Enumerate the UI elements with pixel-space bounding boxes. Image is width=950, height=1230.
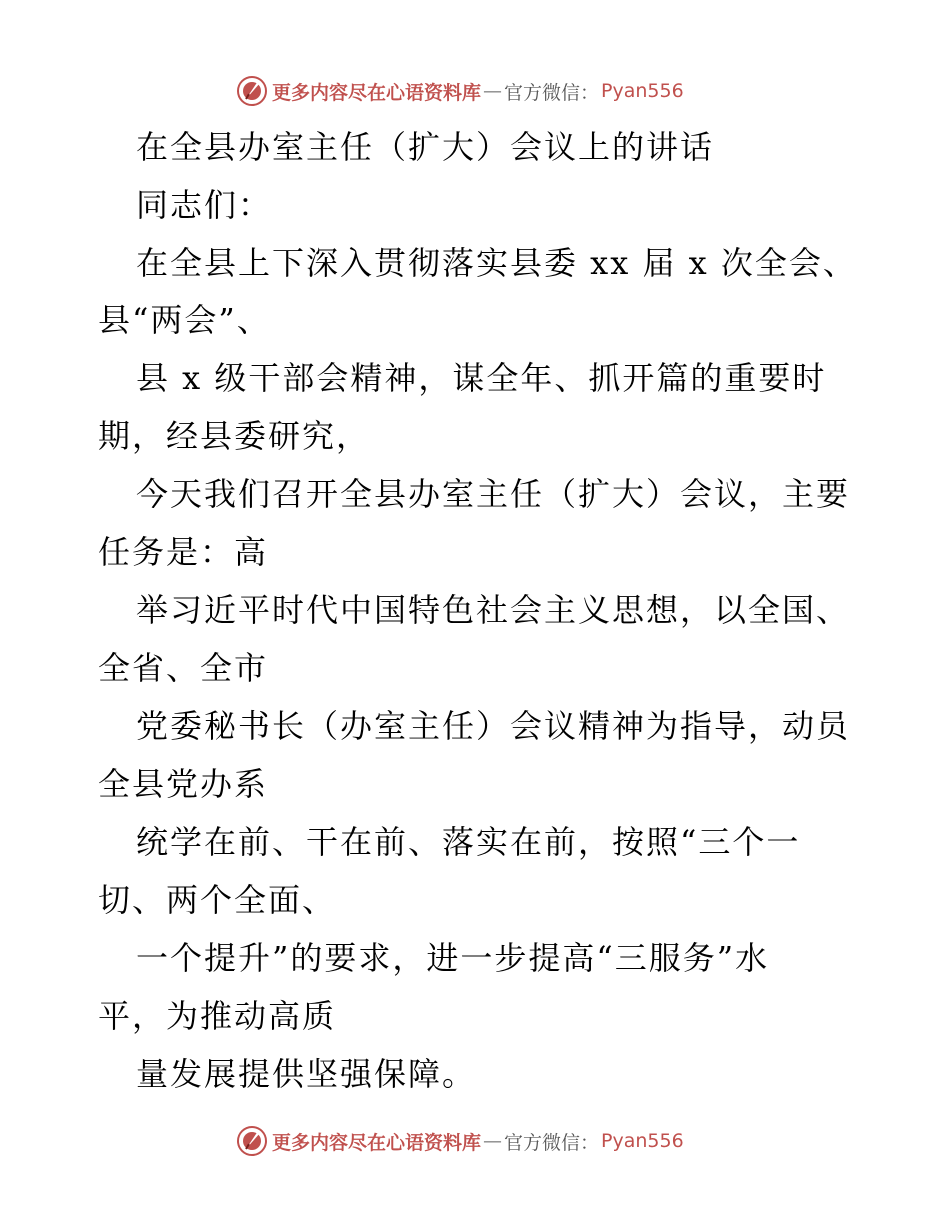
paragraph-line: 县 x 级干部会精神，谋全年、抓开篇的重要时 <box>136 359 827 397</box>
banner-separator: — <box>483 1130 503 1152</box>
banner-text: 更多内容尽在心语资料库 <box>272 1131 482 1154</box>
paragraph-line: 量发展提供坚强保障。 <box>136 1055 477 1093</box>
footer-banner <box>236 1124 716 1158</box>
quill-pen-logo-icon <box>236 75 268 107</box>
paragraph-line: 在全县上下深入贯彻落实县委 xx 届 x 次全会、 <box>136 244 857 282</box>
paragraph-line: 统学在前、干在前、落实在前，按照“三个一 <box>136 823 801 861</box>
paragraph-line: 县“两会”、 <box>98 301 271 339</box>
paragraph-line: 全省、全市 <box>98 649 269 687</box>
banner-wechat-label: 官方微信： <box>504 1131 600 1154</box>
paragraph-line: 一个提升”的要求，进一步提高“三服务”水 <box>136 939 770 977</box>
banner-wechat-id: Pyan556 <box>601 80 684 102</box>
document-title: 在全县办室主任（扩大）会议上的讲话 <box>136 128 715 166</box>
paragraph-line: 党委秘书长（办室主任）会议精神为指导，动员 <box>136 707 851 745</box>
quill-pen-logo-icon <box>236 1125 268 1157</box>
banner-wechat-id: Pyan556 <box>601 1130 684 1152</box>
paragraph-line: 今天我们召开全县办室主任（扩大）会议，主要 <box>136 475 851 513</box>
paragraph-line: 切、两个全面、 <box>98 881 337 919</box>
paragraph-line: 任务是：高 <box>98 533 269 571</box>
paragraph-line: 举习近平时代中国特色社会主义思想，以全国、 <box>136 591 851 629</box>
salutation: 同志们： <box>136 186 273 224</box>
paragraph-line: 全县党办系 <box>98 765 269 803</box>
paragraph-line: 期，经县委研究， <box>98 417 371 455</box>
header-banner <box>236 74 716 108</box>
banner-wechat-label: 官方微信： <box>504 81 600 104</box>
banner-text: 更多内容尽在心语资料库 <box>272 81 482 104</box>
banner-separator: — <box>483 80 503 102</box>
paragraph-line: 平，为推动高质 <box>98 997 337 1035</box>
